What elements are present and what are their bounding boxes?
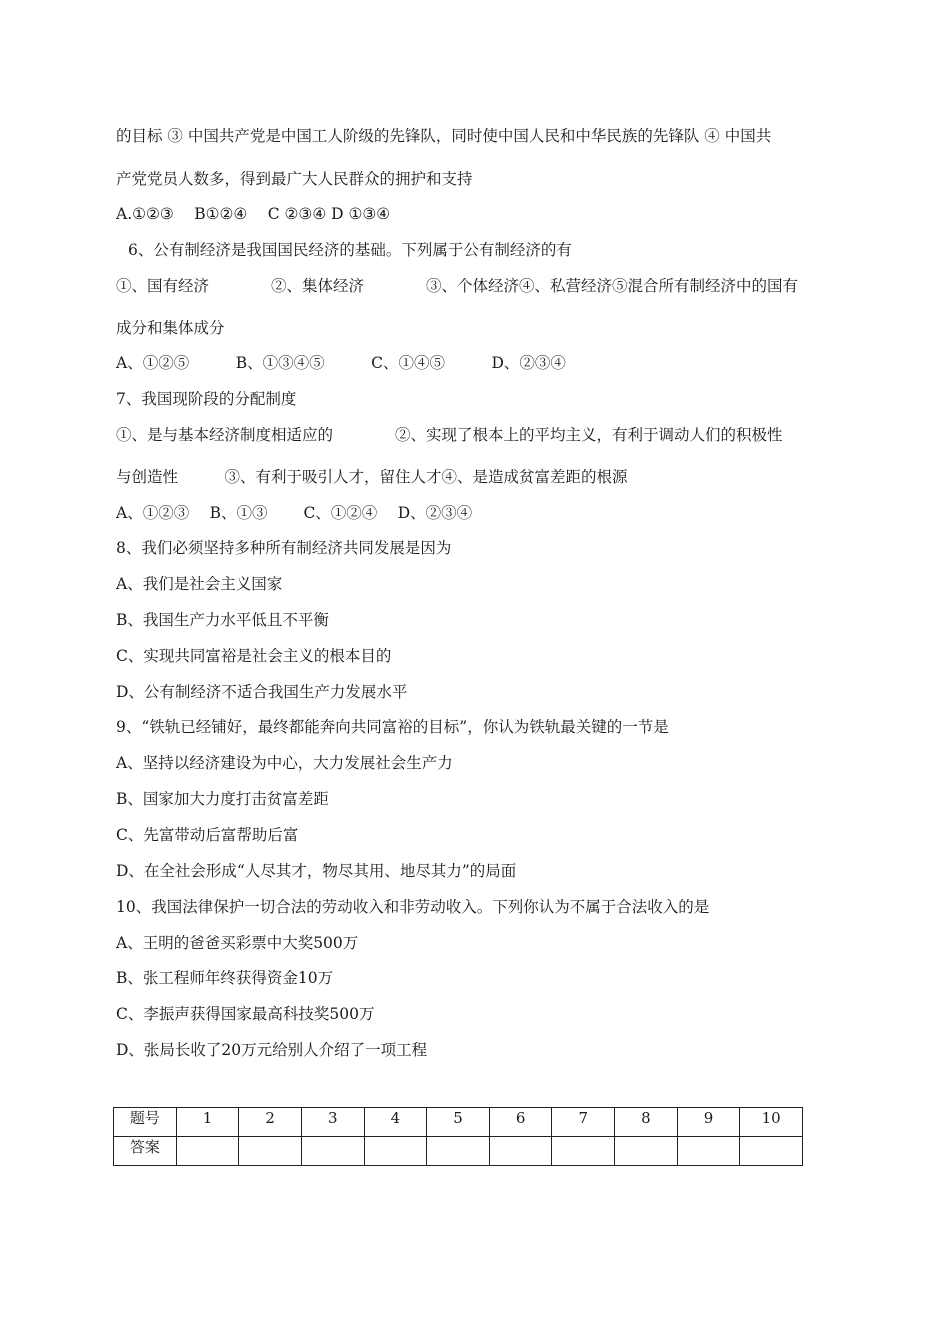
option-line: A、王明的爸爸买彩票中大奖500万 [116,934,359,952]
option-line: B、张工程师年终获得资金10万 [116,969,334,987]
question-number-cell: 6 [489,1108,552,1137]
option-line: A、我们是社会主义国家 [116,575,283,593]
text-line: 的目标 ③ 中国共产党是中国工人阶级的先锋队，同时使中国人民和中华民族的先锋队 ④ 中国共 [116,127,772,145]
text-line: ①、是与基本经济制度相适应的 ②、实现了根本上的平均主义，有利于调动人们的积极性 [116,426,783,444]
question-number-cell: 10 [740,1108,803,1137]
question-number-cell: 3 [301,1108,364,1137]
text-line: A.①②③ B①②④ C ②③④ D ①③④ [116,205,391,223]
answer-cell [740,1137,803,1166]
option-line: B、国家加大力度打击贫富差距 [116,790,329,808]
answer-cell [489,1137,552,1166]
option-line: D、在全社会形成“人尽其才，物尽其用、地尽其力”的局面 [116,862,517,880]
question-10: 10、我国法律保护一切合法的劳动收入和非劳动收入。下列你认为不属于合法收入的是 [116,898,710,916]
option-line: D、公有制经济不适合我国生产力发展水平 [116,683,408,701]
question-9: 9、“铁轨已经铺好，最终都能奔向共同富裕的目标”，你认为铁轨最关键的一节是 [116,718,669,736]
question-number-cell: 7 [552,1108,615,1137]
table-answer-label: 答案 [114,1137,177,1166]
text-line: 与创造性 ③、有利于吸引人才，留住人才④、是造成贫富差距的根源 [116,468,628,486]
option-line: D、张局长收了20万元给别人介绍了一项工程 [116,1041,428,1059]
text-line: ①、国有经济 ②、集体经济 ③、个体经济④、私营经济⑤混合所有制经济中的国有 [116,277,799,295]
answer-cell [677,1137,740,1166]
table-row-answers [114,1137,803,1166]
table-row-numbers [114,1108,803,1137]
answer-cell [364,1137,427,1166]
option-line: C、李振声获得国家最高科技奖500万 [116,1005,375,1023]
answer-cell [301,1137,364,1166]
option-line: B、我国生产力水平低且不平衡 [116,611,329,629]
answer-table [113,1107,803,1166]
question-7: 7、我国现阶段的分配制度 [116,390,297,408]
question-6: 6、公有制经济是我国国民经济的基础。下列属于公有制经济的有 [128,241,572,259]
text-line: 产党党员人数多，得到最广大人民群众的拥护和支持 [116,170,473,188]
text-line: A、①②③ B、①③ C、①②④ D、②③④ [116,504,473,522]
question-number-cell: 2 [239,1108,302,1137]
answer-cell [176,1137,239,1166]
text-line: A、①②⑤ B、①③④⑤ C、①④⑤ D、②③④ [116,354,566,372]
question-number-cell: 4 [364,1108,427,1137]
option-line: A、坚持以经济建设为中心，大力发展社会生产力 [116,754,453,772]
table-header-label: 题号 [114,1108,177,1137]
question-number-cell: 1 [176,1108,239,1137]
question-number-cell: 9 [677,1108,740,1137]
option-line: C、实现共同富裕是社会主义的根本目的 [116,647,392,665]
answer-cell [427,1137,490,1166]
question-number-cell: 8 [615,1108,678,1137]
answer-cell [615,1137,678,1166]
answer-cell [239,1137,302,1166]
question-number-cell: 5 [427,1108,490,1137]
option-line: C、先富带动后富帮助后富 [116,826,299,844]
text-line: 成分和集体成分 [116,319,225,337]
question-8: 8、我们必须坚持多种所有制经济共同发展是因为 [116,539,452,557]
answer-cell [552,1137,615,1166]
